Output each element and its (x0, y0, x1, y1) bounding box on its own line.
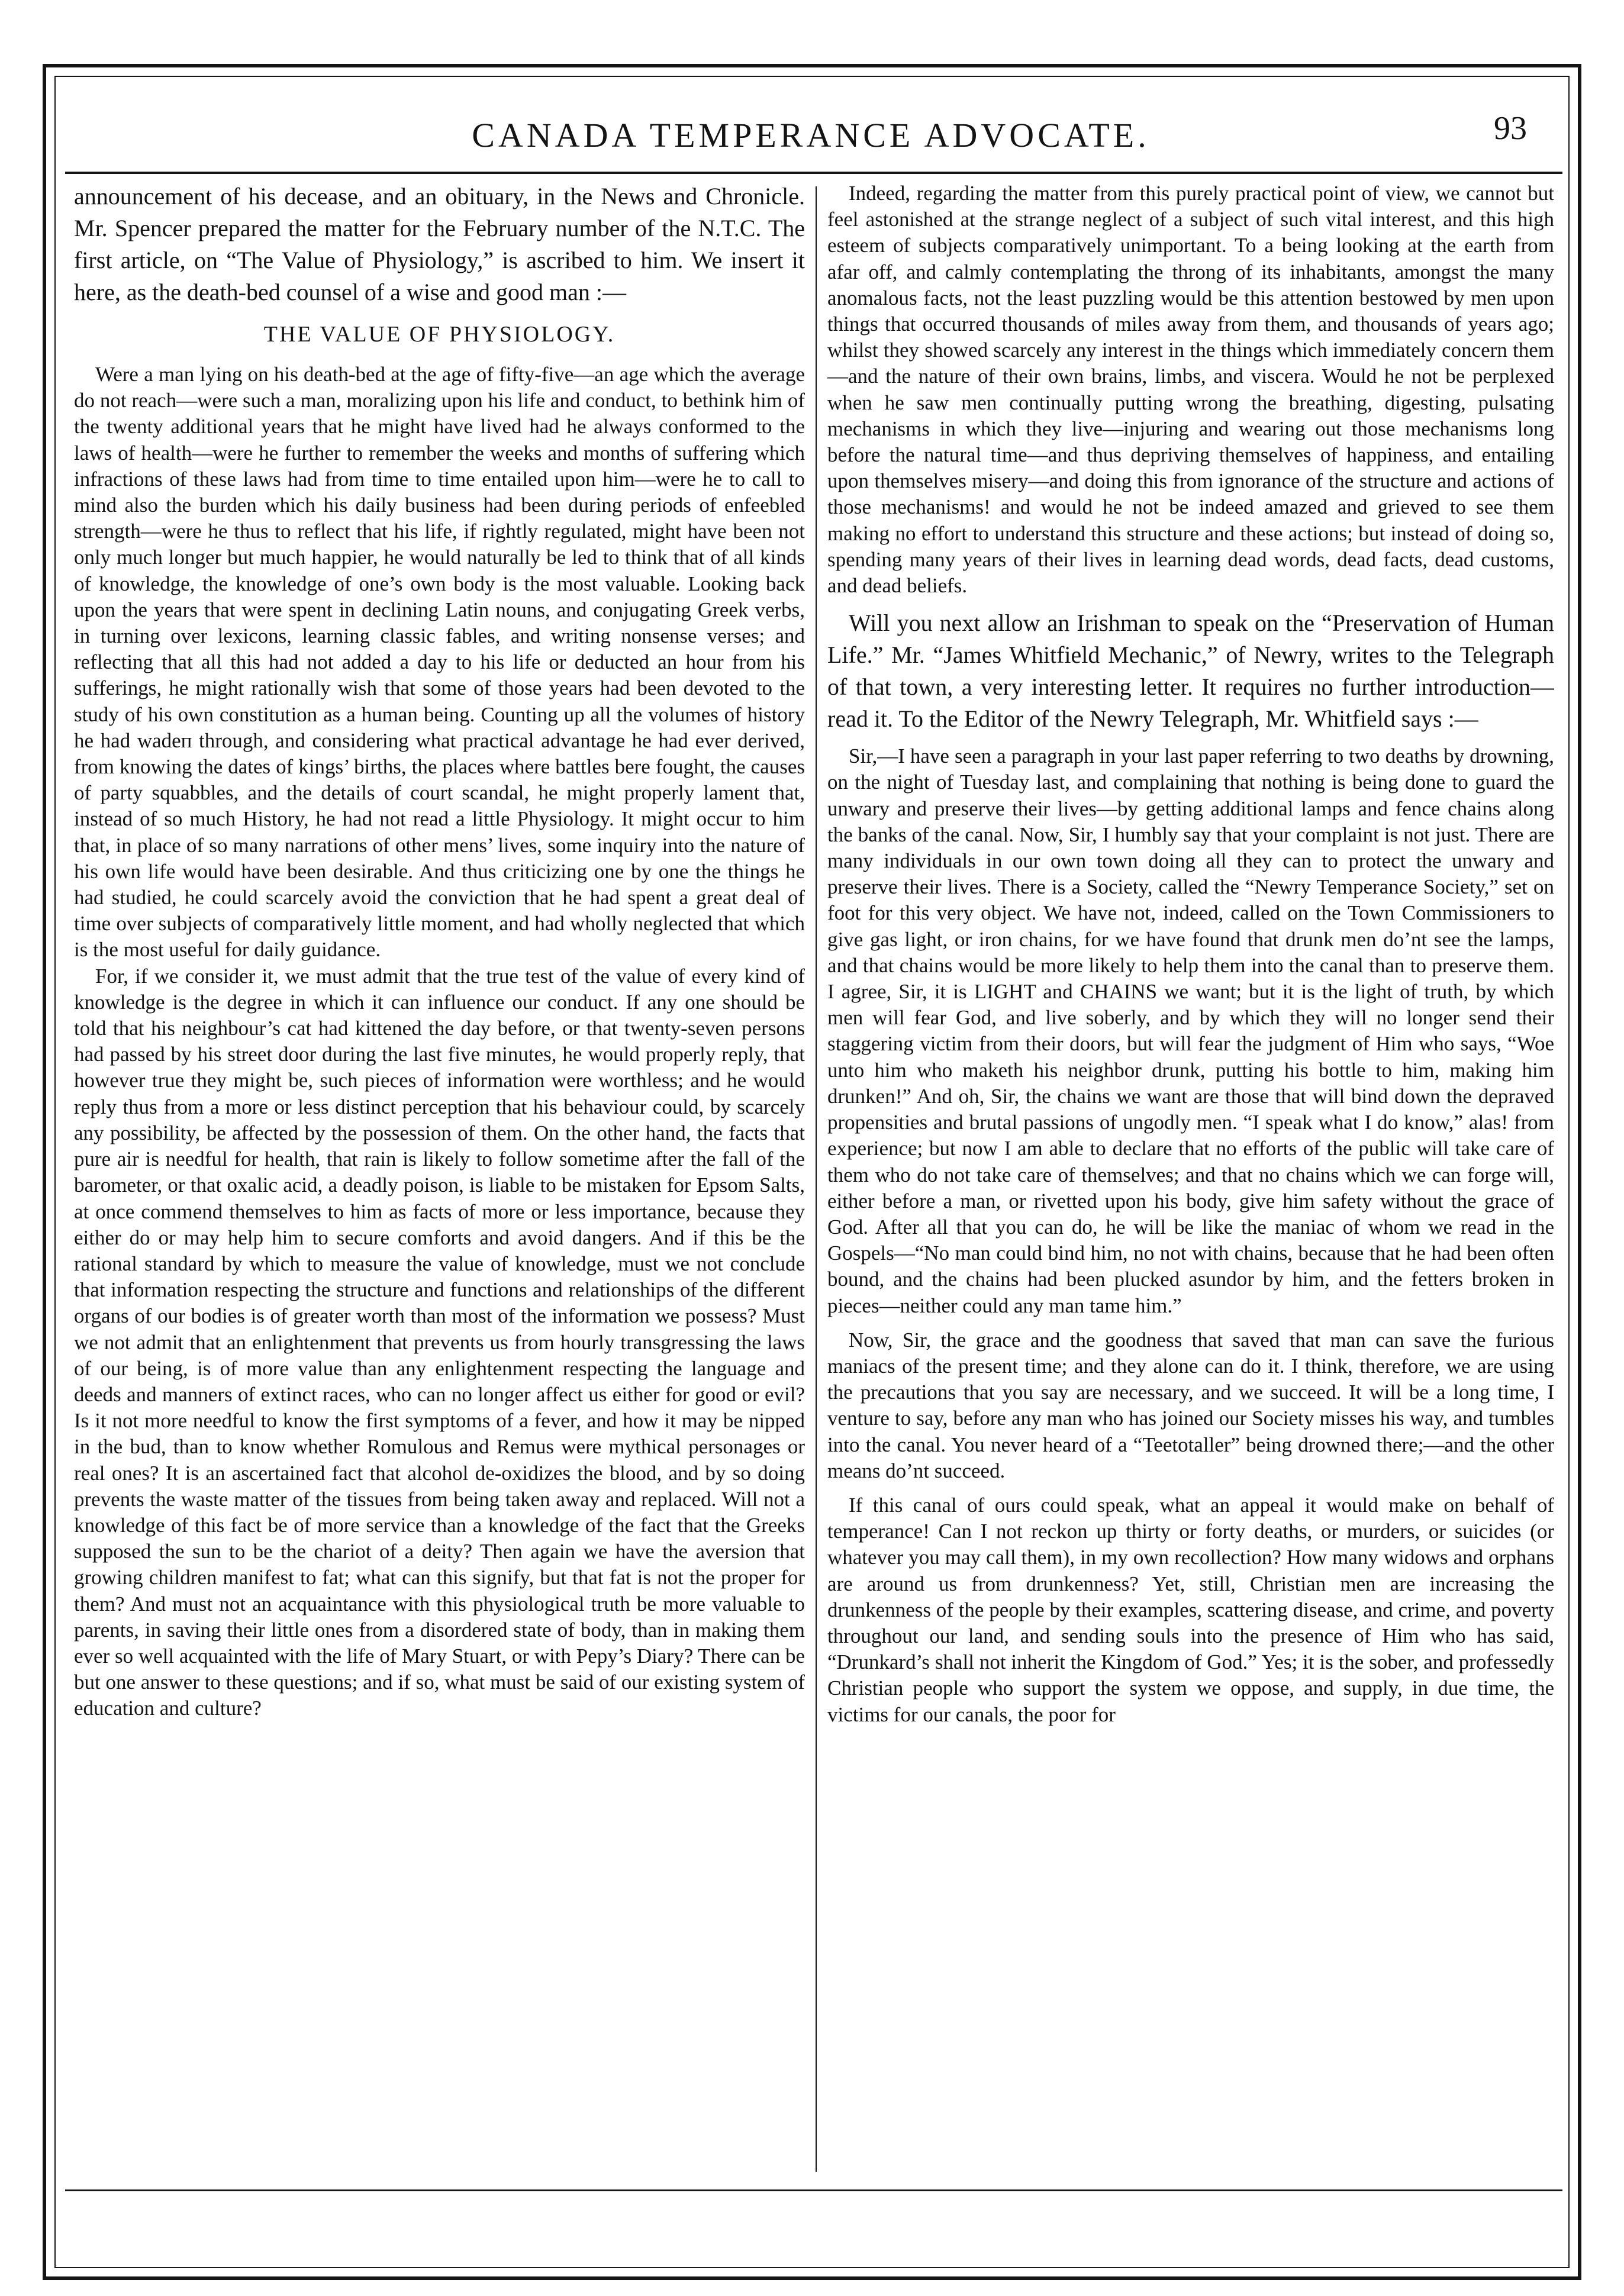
article-paragraph: Were a man lying on his death-bed at the age of fifty-five—an age which the average do not reach—were such a man, moralizing upon his life and conduct, to bethink him of the twenty additional years that he might have lived had he always conformed to the laws of health—were he further to remember the weeks and months of suffering which infractions of these laws had from time to time entailed upon him—were he to call to mind also the burden which his daily business had been during periods of enfeebled strength—were he thus to reflect that his life, if rightly regulated, might have been not only much longer but much happier, he would naturally be led to think that of all kinds of knowledge, the knowledge of one’s own body is the most valuable. Looking back upon the years that were spent in declining Latin nouns, and conjugating Greek verbs, in turning over lexicons, learning classic fables, and writing nonsense verses; and reflecting that all this had not added a day to his life or deducted an hour from his sufferings, he might rationally wish that some of those years had been devoted to the study of his own constitution as a human being. Counting up all the volumes of history he had wadeп through, and considering what practical advantage he had ever derived, from knowing the dates of kings’ births, the places where battles bere fought, the causes of party squabbles, and the details of court scandal, he might properly lament that, instead of so much History, he had not read a little Physiology. It might occur to him that, in place of so many narrations of other mens’ lives, some inquiry into the nature of his own life would have been desirable. And thus criticizing one by one the things he had studied, he could scarcely avoid the conviction that he had spent a great deal of time over subjects of comparatively little moment, and had wholly neglected that which is the most useful for daily guidance. (74, 363, 805, 962)
page-number: 93 (1494, 110, 1527, 147)
letter-paragraph: If this canal of ours could speak, what an appeal it would make on behalf of temperance! Can I not reckon up thirty or forty deaths, or murders, or suicides (or whatever you may call them), in my own recollection? How many widows and orphans are around us from drunkenness? Yet, still, Christian men are increasing the drunkenness of the people by their examples, scattering disease, and crime, and poverty throughout our land, and sending souls into the presence of Him who has said, “Drunkard’s shall not inherit the Kingdom of God.” Yes; it is the sober, and professedly Christian people who support the system we oppose, and supply, in due time, the victims for our canals, the poor for (827, 1493, 1554, 1726)
right-column (827, 180, 1554, 2181)
masthead-title: CANADA TEMPERANCE ADVOCATE. (472, 116, 1150, 154)
article-paragraph: Indeed, regarding the matter from this purely practical point of view, we cannot but feel astonished at the strange neglect of a subject of such vital interest, and this high esteem of subjects comparatively unimportant. To a being looking at the earth from afar off, and calmly contemplating the throng of its inhabitants, amongst the many anomalous facts, not the least puzzling would be this attention bestowed by men upon things that occurred thousands of miles away from them, and thousands of years ago; whilst they showed scarcely any interest in the things which immediately concern them—and the nature of their own brains, limbs, and viscera. Would he not be perplexed when he saw men continually putting wrong the breathing, digesting, pulsating mechanisms in which they live—injuring and wearing out those mechanisms long before the natural time—and thus depriving themselves of happiness, and entailing upon themselves misery—and doing this from ignorance of the structure and actions of those mechanisms! and would he not be indeed amazed and grieved to see them making no effort to understand this structure and these actions; but instead of doing so, spending many years of their lives in learning dead words, dead facts, dead customs, and dead beliefs. (827, 182, 1554, 598)
column-divider (816, 186, 817, 2172)
article-title: THE VALUE OF PHYSIOLOGY. (263, 322, 616, 347)
header-rule (65, 172, 1562, 174)
letter-paragraph: Now, Sir, the grace and the goodness that saved that man can save the furious maniacs of the present time; and they alone can do it. I think, therefore, we are using the precautions that you say are necessary, and we succeed. It will be a long time, I venture to say, before any man who has joined our Society misses his way, and tumbles into the canal. You never heard of a “Teetotaller” being drowned there;—and the other means do’nt succeed. (827, 1328, 1554, 1482)
letter-intro-paragraph: Will you next allow an Irishman to speak on the “Preservation of Human Life.” Mr. “James Whitfield Mechanic,” of Newry, writes to the Telegraph of that town, a very interesting letter. It requires no further introduction—read it. To the Editor of the Newry Telegraph, Mr. Whitfield says :— (827, 610, 1554, 733)
footer-rule (65, 2189, 1562, 2191)
left-column (74, 180, 805, 2181)
letter-paragraph: Sir,—I have seen a paragraph in your last paper referring to two deaths by drowning, on the night of Tuesday last, and complaining that nothing is being done to guard the unwary and preserve their lives—by getting additional lamps and fence chains along the banks of the canal. Now, Sir, I humbly say that your complaint is not just. There are many individuals in our own town doing all they can to protect the unwary and preserve their lives. There is a Society, called the “Newry Temperance Society,” set on foot for this very object. We have not, indeed, called on the Town Commissioners to give gas light, or iron chains, for we have found that drunk men do’nt see the lamps, and that chains would be more likely to help them into the canal than to preserve them. I agree, Sir, it is LIGHT and CHAINS we want; but it is the light of truth, by which men will fear God, and live soberly, and by which they will no longer send their staggering victim from their doors, but will fear the judgment of Him who says, “Woe unto him who maketh his neighbor drunk, putting his bottle to him, making him drunken!” And oh, Sir, the chains we want are those that will bind down the depraved propensities and brutal passions of ungodly men. “I speak what I do know,” alas! from experience; but now I am able to declare that no efforts of the public will take care of them who do not take care of themselves; and that no chains which we can forge will, either before a man, or rivetted upon his body, give him safety without the grace of God. After all that you can do, he will be like the maniac of whom we read in the Gospels—“No man could bind him, no not with chains, because that he had been often bound, and the chains had been plucked asundor by him, and the fetters broken in pieces—neither could any man tame him.” (827, 744, 1554, 1317)
article-paragraph: For, if we consider it, we must admit that the true test of the value of every kind of knowledge is the degree in which it can influence our conduct. If any one should be told that his neighbour’s cat had kittened the day before, or that twenty-seven persons had passed by his street door during the last five minutes, he would properly reply, that however true they might be, such pieces of information were worthless; and he would reply thus from a more or less distinct perception that his behaviour could, by scarcely any possibility, be affected by the possession of them. On the other hand, the facts that pure air is needful for health, that rain is likely to follow sometime after the fall of the barometer, or that oxalic acid, a deadly poison, is liable to be mistaken for Epsom Salts, at once commend themselves to him as facts of more or less importance, because they either do or may help him to secure comforts and avoid dangers. And if this be the rational standard by which to measure the value of knowledge, must we not conclude that information respecting the structure and functions and relationships of the different organs of our bodies is of greater worth than most of the information we possess? Must we not admit that an enlightenment that prevents us from hourly transgressing the laws of our being, is of more value than any enlightenment respecting the language and deeds and manners of extinct races, who can no longer affect us either for good or evil? Is it not more needful to know the first symptoms of a fever, and how it may be nipped in the bud, than to know whether Romulous and Remus were mythical personages or real ones? It is an ascertained fact that alcohol de-oxidizes the blood, and by so doing prevents the waste matter of the tissues from being taken away and replaced. Will not a knowledge of this fact be of more service than a knowledge of the fact that the Greeks supposed the sun to be the chariot of a deity? Then again we have the aversion that growing children manifest to fat; what can this signify, but that fat is not the proper for them? And must not an acquaintance with this physiological truth be more valuable to parents, in saving their little ones from a disordered state of body, than in making them ever so well acquainted with the life of Mary Stuart, or with Pepy’s Diary? There can be but one answer to these questions; and if so, what must be said of our existing system of education and culture? (74, 964, 805, 1720)
intro-paragraph: announcement of his decease, and an obituary, in the News and Chronicle. Mr. Spencer prepared the matter for the February number of the N.T.C. The first article, on “The Value of Physiology,” is ascribed to him. We insert it here, as the death-bed counsel of a wise and good man :— (74, 183, 805, 305)
page-header (71, 109, 1551, 163)
